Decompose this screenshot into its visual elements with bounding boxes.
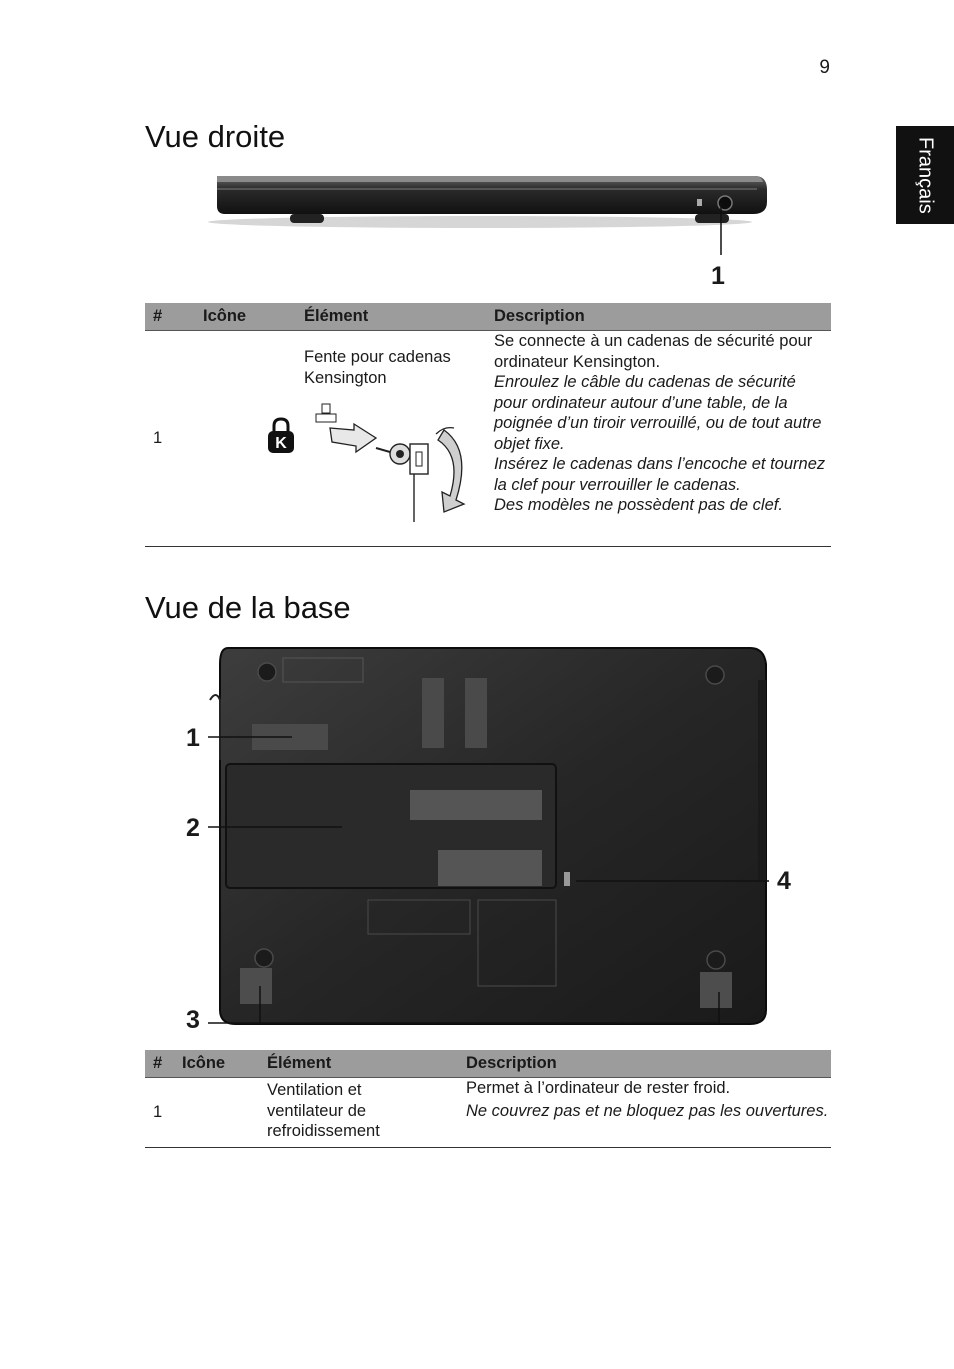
table-row xyxy=(145,331,831,547)
row-num: 1 xyxy=(145,331,195,547)
callout-1-right: 1 xyxy=(711,262,725,290)
row-icon-cell xyxy=(174,1078,259,1148)
laptop-bottom-image xyxy=(180,640,800,1035)
row-element-cell xyxy=(296,331,486,547)
section-title-base-view: Vue de la base xyxy=(145,590,351,625)
row-icon-cell xyxy=(195,331,296,547)
row-description-cell xyxy=(486,331,831,547)
kensington-lock-icon xyxy=(267,417,295,455)
row-note: Ne couvrez pas et ne bloquez pas les ouvertures. xyxy=(466,1101,829,1120)
row-description-cell xyxy=(458,1078,831,1148)
col-header-description: Description xyxy=(486,303,831,331)
svg-text:K: K xyxy=(275,434,287,452)
language-tab xyxy=(896,126,954,224)
row-description: Permet à l’ordinateur de rester froid. xyxy=(466,1079,731,1097)
lock-installation-illustration xyxy=(304,400,474,530)
col-header-num: # xyxy=(145,303,195,331)
row-note: Des modèles ne possèdent pas de clef. xyxy=(494,496,783,514)
callout-4-base: 4 xyxy=(777,867,791,895)
col-header-element: Élément xyxy=(259,1050,458,1078)
base-view-table xyxy=(145,1050,831,1148)
row-description: Se connecte à un cadenas de sécurité pour ordinateur Kensington. xyxy=(494,332,813,371)
right-view-table xyxy=(145,303,831,547)
row-num: 1 xyxy=(145,1078,174,1148)
page-number: 9 xyxy=(819,57,830,78)
language-tab-label: Français xyxy=(914,136,937,214)
row-element: Ventilation et ventilateur de refroidissement xyxy=(259,1078,458,1148)
callout-1-base: 1 xyxy=(186,724,200,752)
callout-2-base: 2 xyxy=(186,814,200,842)
row-element: Fente pour cadenas Kensington xyxy=(304,348,451,387)
table-row xyxy=(145,1078,831,1148)
section-title-right-view: Vue droite xyxy=(145,119,286,154)
col-header-icon: Icône xyxy=(174,1050,259,1078)
row-note: Enroulez le câble du cadenas de sécurité pour ordinateur autour d’une table, de la poignée d’un tiroir verrouillé, ou de tout autre objet fixe. xyxy=(494,373,822,453)
row-note: Insérez le cadenas dans l’encoche et tournez la clef pour verrouiller le cadenas. xyxy=(494,455,826,494)
col-header-element: Élément xyxy=(296,303,486,331)
callout-3-base: 3 xyxy=(186,1006,200,1034)
col-header-num: # xyxy=(145,1050,174,1078)
col-header-description: Description xyxy=(458,1050,831,1078)
col-header-icon: Icône xyxy=(195,303,296,331)
laptop-right-side-image xyxy=(195,168,795,293)
